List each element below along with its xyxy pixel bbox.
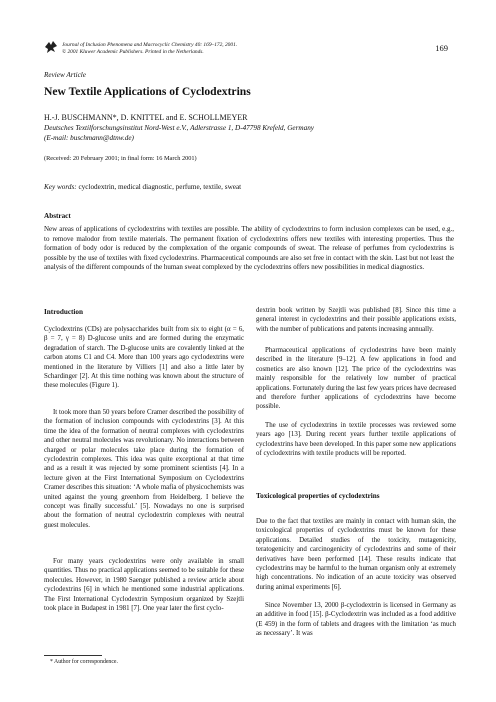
journal-line-1: Journal of Inclusion Phenomena and Macrocyclic Chemistry 40: 169–172, 2001.	[62, 42, 238, 48]
intro-paragraph-2: It took more than 50 years before Cramer described the possibility of the formation of inclusion compounds with cyclodextrins [3]. At this time the idea of the formation of neutral complexes with cyclodextrins and other neutral molecules was revolutionary. No interactions between charged or polar molecules take place during the formation of cyclodextrin complexes. This idea was quite exceptional at that time and as a result it was rejected by some prominent scientists [4]. In a lecture given at the First International Symposium on Cyclodextrins Cramer describes this situation: ‘A whole mafia of physicochemists was united against the young greenhorn from Heidelberg. I believe the concept was finally successful.’ [5]. Nowadays no one is surprised about the formation of neutral cyclodextrin complexes with neutral guest molecules.	[44, 409, 244, 529]
intro-paragraph-1: Cyclodextrins (CDs) are polysaccharides built from six to eight (α = 6, β = 7, γ = 8) D-glucose units and are formed during the enzymatic degradation of starch. The D-glucose units are covalently linked at the carbon atoms C1 and C4. More than 100 years ago cyclodextrins were mentioned in the literature by Villiers [1] and also a little later by Schardinger [2]. At this time nothing was known about the structure of these molecules (Figure 1).	[44, 326, 244, 390]
keywords-list: cyclodextrin, medical diagnostic, perfume, textile, sweat	[78, 183, 242, 191]
footnote-rule	[44, 655, 102, 656]
intro-paragraph-4: dextrin book written by Szejtli was published [8]. Since this time a general interest in cyclodextrins and their possible applications exists, with the number of publications and patents increasing annually.	[256, 307, 456, 333]
received-dates: (Received: 20 February 2001; in final form: 16 March 2001)	[44, 155, 197, 162]
affiliation	[44, 124, 454, 143]
toxicology-paragraph-2: Since November 13, 2000 β-cyclodextrin is licensed in Germany as an additive in food [15]. β-Cyclodextrin was included as a food additive (E 459) in the form of tablets and dragees with the limitation ‘as much as necessary’. It was	[256, 602, 456, 638]
introduction-heading: Introduction	[44, 308, 84, 316]
intro-paragraph-6: The use of cyclodextrins in textile processes was reviewed some years ago [13]. During recent years further textile applications of cyclodextrins have been developed. In this paper some new applications of cyclodextrins with textile products will be reported.	[256, 422, 456, 458]
journal-citation	[62, 42, 237, 56]
article-type: Review Article	[44, 71, 86, 79]
footnote: * Author for correspondence.	[50, 659, 118, 665]
keywords	[44, 183, 241, 191]
author-list: H.-J. BUSCHMANN*, D. KNITTEL and E. SCHOLLMEYER	[44, 113, 248, 122]
affiliation-email: (E-mail: buschmann@dtnw.de)	[44, 133, 134, 142]
publisher-logo-icon	[44, 40, 58, 54]
intro-paragraph-5: Pharmaceutical applications of cyclodextrins have been mainly described in the literature [9–12]. A few applications in food and cosmetics are also known [12]. The price of the cyclodextrins was mainly responsible for the relatively low number of practical applications. Fortunately during the last few years prices have decreased and therefore further applications of cyclodextrins have become possible.	[256, 347, 456, 411]
paper-title: New Textile Applications of Cyclodextrins	[44, 85, 251, 98]
affiliation-address: Deutsches Textilforschungsinstitut Nord-West e.V., Adlerstrasse 1, D-47798 Krefeld, Germany	[44, 124, 314, 132]
intro-paragraph-3: For many years cyclodextrins were only available in small quantities. Thus no practical applications seemed to be suitable for these molecules. However, in 1980 Saenger published a review article about cyclodextrins [6] in which he mentioned some industrial applications. The First International Cyclodextrin Symposium organized by Szejtli took place in Budapest in 1981 [7]. One year later the first cyclo-	[44, 558, 244, 613]
journal-line-2: © 2001 Kluwer Academic Publishers. Printed in the Netherlands.	[62, 49, 204, 55]
toxicology-heading: Toxicological properties of cyclodextrins	[256, 492, 380, 500]
keywords-label: Key words:	[44, 183, 77, 191]
abstract-heading: Abstract	[44, 212, 71, 220]
toxicology-paragraph-1: Due to the fact that textiles are mainly in contact with human skin, the toxicological properties of cyclodextrins must be known for these applications. Detailed studies of the toxicity, mutagenicity, teratogenicity and carcinogenicity of cyclodextrins and some of their derivatives have been performed [14]. These results indicate that cyclodextrins may be harmful to the human organism only at extremely high concentrations. No indication of an acute toxicity was observed during animal experiments [6].	[256, 518, 456, 591]
abstract-text: New areas of applications of cyclodextrins with textiles are possible. The ability of cyclodextrins to form inclusion complexes can be used, e.g., to remove malodor from textile materials. The permanent fixation of cyclodextrins offers new textiles with interesting properties. Thus the formation of body odor is reduced by the complexation of the organic compounds of sweat. The release of perfumes from cyclodextrins is possible by the use of textiles with fixed cyclodextrins. Pharmaceutical compounds are also set free in contact with the skin. Last but not least the analysis of the different compounds of the human sweat complexed by the cyclodextrins offers new possibilities in medical diagnostics.	[44, 225, 454, 271]
page-number: 169	[435, 43, 448, 53]
